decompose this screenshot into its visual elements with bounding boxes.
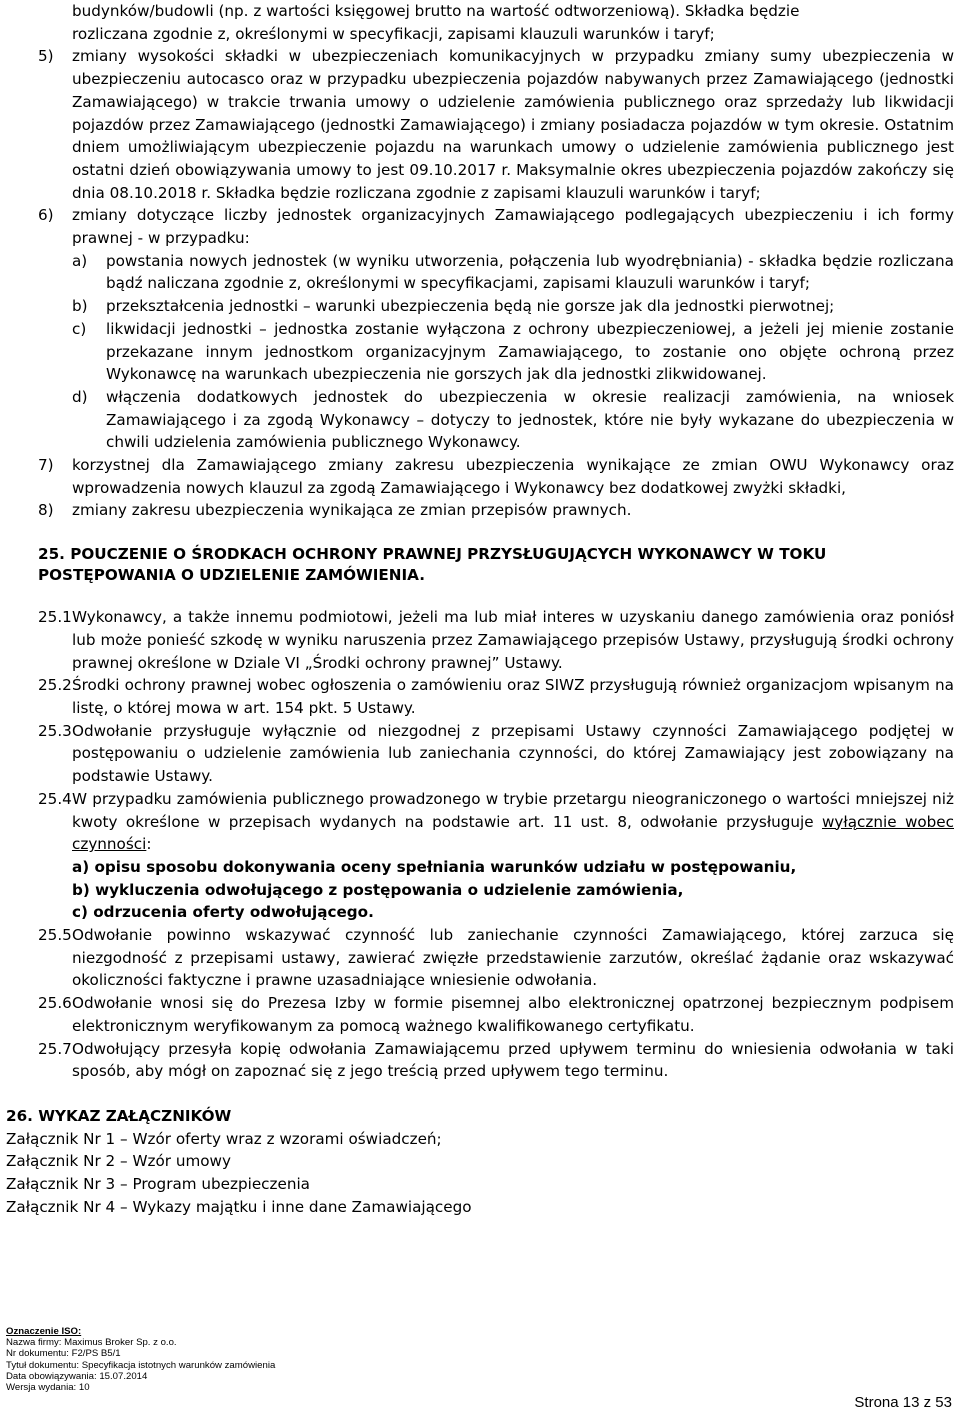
subsection-number: 25.7: [38, 1039, 72, 1058]
attachment-2: Załącznik Nr 2 – Wzór umowy: [6, 1152, 231, 1171]
footer-iso-label: Oznaczenie ISO:: [6, 1326, 82, 1337]
subsection-25-2: [0, 674, 960, 719]
list-item-text: zmiany dotyczące liczby jednostek organizacyjnych Zamawiającego podlegających ubezpieczeniu i ich formy prawnej - w przypadku:: [72, 206, 954, 248]
list-item-number: 8): [38, 501, 54, 520]
underlined-phrase: wyłącznie wobec czynności: [72, 812, 954, 854]
list-item-5: [0, 45, 960, 204]
attachment-1: Załącznik Nr 1 – Wzór oferty wraz z wzorami oświadczeń;: [6, 1129, 442, 1148]
sub-item-text: likwidacji jednostki – jednostka zostanie wyłączona z ochrony ubezpieczeniowej, a jeżeli jej mienie zostanie przekazane innym jednostkom organizacyjnym Zamawiającego, to zostanie ono objęte ochroną przez Wykonawcę na warunkach ubezpieczenia nie gorszych jak dla jednostki zlikwidowanej.: [106, 319, 954, 384]
subsection-text: Środki ochrony prawnej wobec ogłoszenia o zamówieniu oraz SIWZ przysługują również organizacjom wpisanym na listę, o której mowa w art. 154 pkt. 5 Ustawy.: [72, 676, 954, 717]
list-item-8: [0, 499, 960, 522]
continued-paragraph: [0, 0, 960, 45]
objection-point-b: b) wykluczenia odwołującego z postępowania o udzielenie zamówienia,: [72, 880, 684, 899]
section-26-heading: 26. WYKAZ ZAŁĄCZNIKÓW: [6, 1106, 232, 1125]
continued-line-1: budynków/budowli (np. z wartości księgowej brutto na wartość odtworzeniową). Składka będzie: [72, 2, 800, 20]
attachment-4: Załącznik Nr 4 – Wykazy majątku i inne dane Zamawiającego: [6, 1197, 472, 1216]
footer-version: Wersja wydania: 10: [6, 1382, 90, 1394]
sub-item-label: b): [72, 297, 88, 316]
list-item-number: 7): [38, 456, 54, 475]
subsection-25-7: [0, 1038, 960, 1083]
sub-item-label: d): [72, 387, 88, 406]
subsection-text: Odwołanie powinno wskazywać czynność lub zaniechanie czynności Zamawiającego, której zarzuca się niezgodność z przepisami ustawy, zawierać zwięzłe przedstawienie zarzutów, określać żądanie oraz wskazywać okoliczności faktyczne i prawne uzasadniające wniesienie odwołania.: [72, 926, 954, 990]
list-item-text: zmiany wysokości składki w ubezpieczeniach komunikacyjnych w przypadku zmiany sumy ubezpieczenia w ubezpieczeniu autocasco oraz w przypadku ubezpieczenia pojazdów nabywanych przez Zamawiającego (jednostki Zamawiającego) w trakcie trwania umowy o udzielenie zamówienia publicznego oraz sprzedaży lub likwidacji pojazdów przez Zamawiającego (jednostki Zamawiającego) i zmiany posiadacza pojazdów w tym okresie. Ostatnim dniem umożliwiającym ubezpieczenie pojazdu na warunkach umowy o udzielenie zamówienia publicznego jest ostatni dzień obowiązywania umowy to jest 09.10.2017 r. Maksymalnie okres ubezpieczenia pojazdów zakończy się dnia 08.10.2018 r. Składka będzie rozliczana zgodnie z zapisami klauzuli warunków i taryf;: [72, 47, 954, 202]
sub-item-c: [0, 318, 960, 386]
sub-item-d: [0, 386, 960, 454]
footer-doc-number: Nr dokumentu: F2/PS B5/1: [6, 1348, 121, 1360]
subsection-text: Odwołanie wnosi się do Prezesa Izby w formie pisemnej albo elektronicznej opatrzonej bezpiecznym podpisem elektronicznym weryfikowanym za pomocą ważnego kwalifikowanego certyfikatu.: [72, 994, 954, 1035]
sub-item-label: a): [72, 251, 88, 270]
footer-company: Nazwa firmy: Maximus Broker Sp. z o.o.: [6, 1337, 177, 1349]
section-25-heading: 25. POUCZENIE O ŚRODKACH OCHRONY PRAWNEJ PRZYSŁUGUJĄCYCH WYKONAWCY W TOKU POSTĘPOWANIA O UDZIELENIE ZAMÓWIENIA.: [38, 545, 827, 585]
continued-line-2: rozliczana zgodnie z, określonymi w specyfikacji, zapisami klauzuli warunków i taryf;: [72, 24, 715, 43]
subsection-text: Odwołujący przesyła kopię odwołania Zamawiającemu przed upływem terminu do wniesienia odwołania w taki sposób, aby mógł on zapoznać się z jego treścią przed upływem tego terminu.: [72, 1039, 954, 1081]
sub-item-text: powstania nowych jednostek (w wyniku utworzenia, połączenia lub wyodrębniania) - składka będzie rozliczana bądź naliczana zgodnie z, określonymi w specyfikacjami, zapisami klauzuli warunków i taryf;: [106, 251, 954, 293]
subsection-number: 25.2: [38, 676, 72, 695]
page-number: Strona 13 z 53: [854, 1394, 952, 1411]
subsection-text: Wykonawcy, a także innemu podmiotowi, jeżeli ma lub miał interes w uzyskaniu danego zamówienia oraz poniósł lub może ponieść szkodę w wyniku naruszenia przez Zamawiającego przepisów Ustawy, przysługują środki ochrony prawnej określone w Dziale VI „Środki ochrony prawnej” Ustawy.: [72, 608, 954, 672]
sub-item-a: [0, 250, 960, 295]
footer-valid-date: Data obowiązywania: 15.07.2014: [6, 1370, 148, 1382]
attachment-3: Załącznik Nr 3 – Program ubezpieczenia: [6, 1175, 310, 1194]
subsection-25-3: [0, 720, 960, 788]
subsection-25-4: [0, 788, 960, 924]
document-footer: [6, 1326, 275, 1393]
list-item-text: korzystnej dla Zamawiającego zmiany zakresu ubezpieczenia wynikające ze zmian OWU Wykonawcy oraz wprowadzenia nowych klauzul za zgodą Zamawiającego i Wykonawcy bez dodatkowej zwyżki składki,: [72, 456, 954, 497]
subsection-25-1: [0, 606, 960, 674]
subsection-text: W przypadku zamówienia publicznego prowadzonego w trybie przetargu nieograniczonego o wartości mniejszej niż kwoty określone w przepisach wydanych na podstawie art. 11 ust. 8, odwołanie przysługuje: [72, 789, 954, 831]
list-item-7: [0, 454, 960, 499]
list-item-6: [0, 204, 960, 249]
footer-doc-title: Tytuł dokumentu: Specyfikacja istotnych warunków zamówienia: [6, 1359, 276, 1371]
subsection-25-5: [0, 924, 960, 992]
colon: :: [146, 835, 152, 854]
subsection-number: 25.4: [38, 789, 72, 808]
subsection-number: 25.6: [38, 994, 72, 1013]
sub-item-b: [0, 295, 960, 318]
subsection-number: 25.3: [38, 721, 72, 740]
list-item-number: 5): [38, 47, 54, 66]
objection-point-a: a) opisu sposobu dokonywania oceny spełniania warunków udziału w postępowaniu,: [72, 857, 797, 876]
sub-item-text: przekształcenia jednostki – warunki ubezpieczenia będą nie gorsze jak dla jednostki pierwotnej;: [106, 297, 835, 316]
sub-item-text: włączenia dodatkowych jednostek do ubezpieczenia w okresie realizacji zamówienia, na wniosek Zamawiającego i za zgodą Wykonawcy – dotyczy to jednostek, które nie były wykazane do ubezpieczenia w chwili udzielenia zamówienia publicznego Wykonawcy.: [106, 387, 954, 452]
sub-item-label: c): [72, 319, 87, 338]
subsection-number: 25.5: [38, 926, 72, 945]
subsection-25-6: [0, 992, 960, 1037]
subsection-text: Odwołanie przysługuje wyłącznie od niezgodnej z przepisami Ustawy czynności Zamawiającego podjętej w postępowaniu o udzielenie zamówienia lub zaniechania czynności, do której Zamawiający jest zobowiązany na podstawie Ustawy.: [72, 721, 954, 786]
objection-point-c: c) odrzucenia oferty odwołującego.: [72, 903, 374, 922]
subsection-number: 25.1: [38, 608, 72, 627]
list-item-text: zmiany zakresu ubezpieczenia wynikająca ze zmian przepisów prawnych.: [72, 501, 632, 520]
list-item-number: 6): [38, 206, 54, 225]
